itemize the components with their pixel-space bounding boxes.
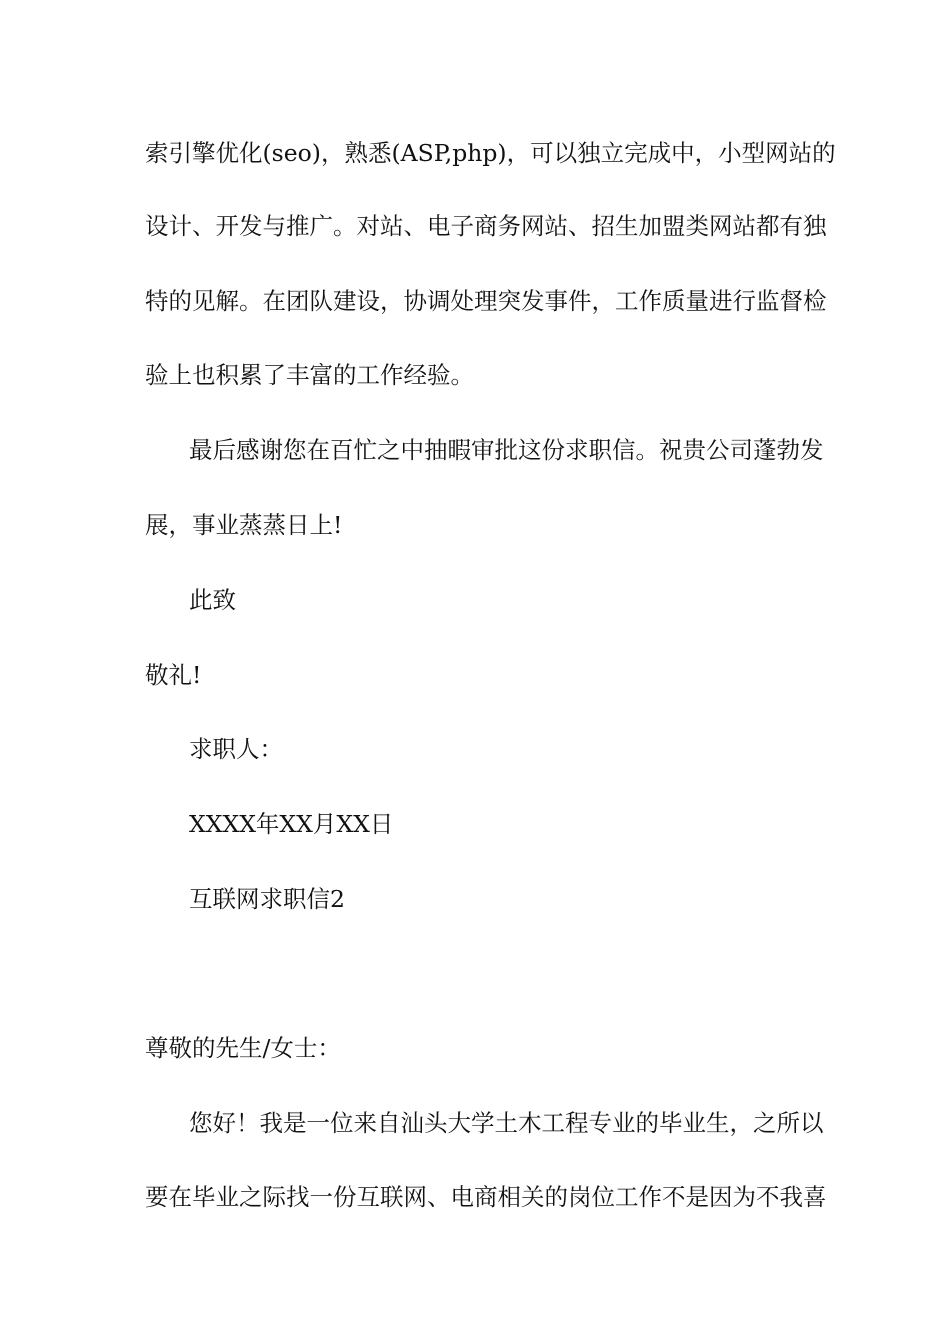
closing-paragraph-line-2: 展，事业蒸蒸日上!	[145, 511, 343, 539]
closing-paragraph-line-1: 最后感谢您在百忙之中抽暇审批这份求职信。祝贵公司蓬勃发	[189, 436, 824, 464]
salutation-jingli: 敬礼!	[145, 661, 202, 689]
paragraph-line-4: 验上也积累了丰富的工作经验。	[145, 361, 474, 389]
paragraph-line-1: 索引擎优化(seo)，熟悉(ASP,php)，可以独立完成中，小型网站的	[145, 139, 836, 167]
body-line-2: 要在毕业之际找一份互联网、电商相关的岗位工作不是因为不我喜	[145, 1183, 827, 1211]
date-line: XXXX年XX月XX日	[189, 810, 394, 838]
salutation-cizhi: 此致	[189, 586, 236, 614]
applicant-label: 求职人：	[189, 735, 283, 763]
paragraph-line-2: 设计、开发与推广。对站、电子商务网站、招生加盟类网站都有独	[145, 212, 827, 240]
greeting-line: 尊敬的先生/女士：	[145, 1034, 341, 1062]
body-line-1: 您好！我是一位来自汕头大学土木工程专业的毕业生，之所以	[189, 1109, 824, 1137]
paragraph-line-3: 特的见解。在团队建设，协调处理突发事件，工作质量进行监督检	[145, 287, 827, 315]
section-title: 互联网求职信2	[189, 885, 345, 913]
